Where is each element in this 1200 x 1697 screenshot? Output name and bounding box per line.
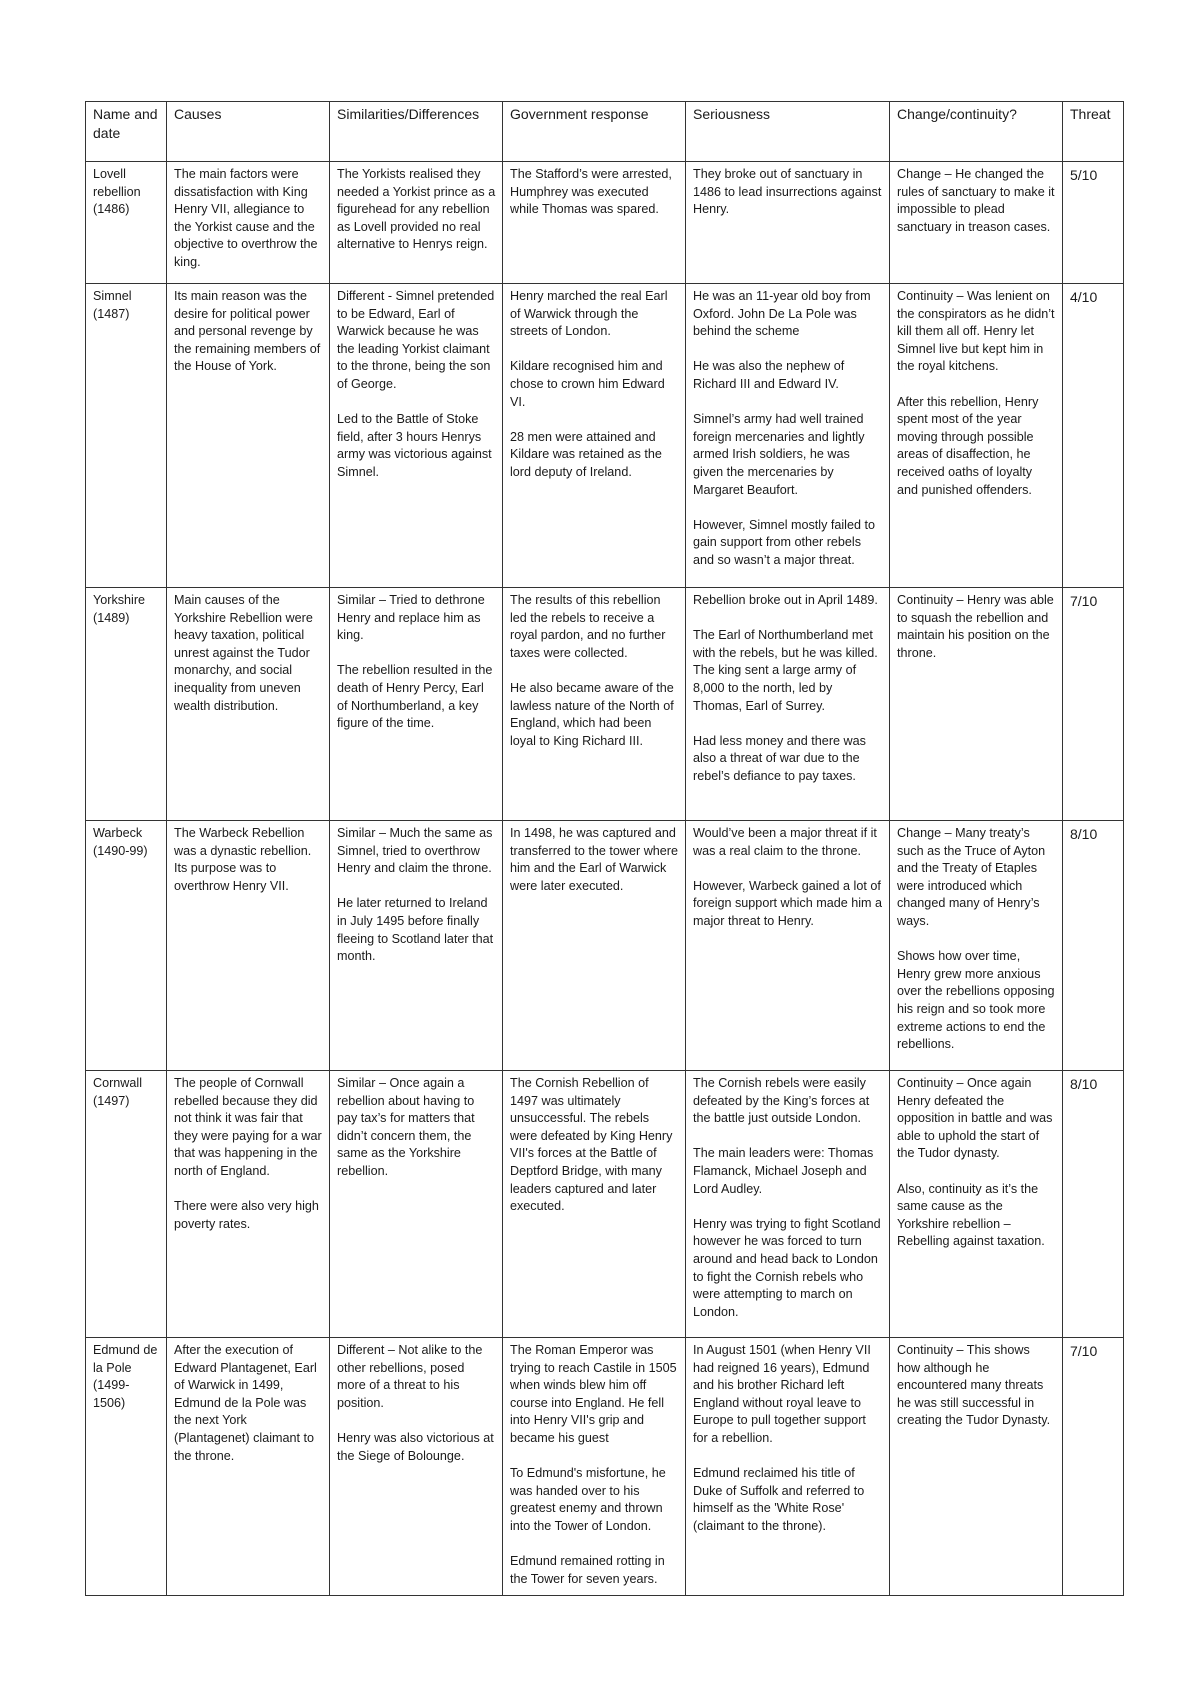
header-similarities: Similarities/Differences	[330, 102, 503, 162]
cell-paragraph: He also became aware of the lawless nature of the North of England, which had been loyal to King Richard III.	[510, 680, 674, 748]
cell-paragraph: Continuity – Henry was able to squash the rebellion and maintain his position on the throne.	[897, 593, 1054, 660]
cell-paragraph: Change – He changed the rules of sanctuary to make it impossible to plead sanctuary in treason cases.	[897, 167, 1055, 234]
cell-paragraph: To Edmund's misfortune, he was handed over to his greatest enemy and thrown into the Tower of London.	[510, 1466, 666, 1533]
table-row	[86, 284, 1124, 588]
cell-paragraph: After the execution of Edward Plantagenet, Earl of Warwick in 1499, Edmund de la Pole was the next York (Plantagenet) claimant to the throne.	[174, 1343, 317, 1463]
cell-paragraph: Continuity – Was lenient on the conspirators as he didn’t kill them all off. Henry let Simnel live but kept him in the royal kitchens.	[897, 289, 1055, 374]
cell-seriousness	[686, 284, 890, 588]
header-causes: Causes	[167, 102, 330, 162]
cell-paragraph: They broke out of sanctuary in 1486 to lead insurrections against Henry.	[693, 167, 882, 217]
cell-similarities	[330, 1071, 503, 1338]
cell-government-response	[503, 821, 686, 1071]
table-row	[86, 162, 1124, 284]
cell-paragraph: Change – Many treaty’s such as the Truce of Ayton and the Treaty of Etaples were introduced which changed many of Henry’s ways.	[897, 826, 1046, 928]
cell-name: Lovell rebellion (1486)	[86, 162, 167, 284]
cell-paragraph: There were also very high poverty rates.	[174, 1199, 319, 1231]
cell-paragraph: In August 1501 (when Henry VII had reigned 16 years), Edmund and his brother Richard left England without royal leave to Europe to pull together support for a rebellion.	[693, 1343, 871, 1445]
cell-change-continuity	[890, 1338, 1063, 1596]
cell-threat: 7/10	[1063, 588, 1124, 821]
cell-causes	[167, 284, 330, 588]
cell-threat: 5/10	[1063, 162, 1124, 284]
cell-paragraph: Henry was also victorious at the Siege of Bolounge.	[337, 1430, 494, 1463]
cell-paragraph: The Cornish Rebellion of 1497 was ultimately unsuccessful. The rebels were defeated by King Henry VII's forces at the Battle of Deptford Bridge, with many leaders captured and later executed.	[510, 1076, 673, 1214]
cell-paragraph: Would’ve been a major threat if it was a real claim to the throne.	[693, 826, 877, 858]
cell-paragraph: The Stafford’s were arrested, Humphrey was executed while Thomas was spared.	[510, 167, 672, 217]
cell-paragraph: Shows how over time, Henry grew more anxious over the rebellions opposing his reign and so took more extreme actions to end the rebellions.	[897, 949, 1055, 1052]
cell-paragraph: Edmund remained rotting in the Tower for seven years.	[510, 1554, 665, 1586]
table-row	[86, 1071, 1124, 1338]
cell-causes	[167, 162, 330, 284]
cell-paragraph: Simnel’s army had well trained foreign mercenaries and lightly armed Irish soldiers, he was given the mercenaries by Margaret Beaufort.	[693, 412, 865, 497]
cell-paragraph: Edmund reclaimed his title of Duke of Suffolk and referred to himself as the 'White Rose' (claimant to the throne).	[693, 1466, 865, 1533]
cell-seriousness	[686, 588, 890, 821]
cell-threat: 8/10	[1063, 821, 1124, 1071]
cell-government-response	[503, 284, 686, 588]
cell-paragraph: 28 men were attained and Kildare was retained as the lord deputy of Ireland.	[510, 429, 662, 479]
cell-similarities	[330, 284, 503, 588]
cell-similarities	[330, 162, 503, 284]
cell-paragraph: He was also the nephew of Richard III and Edward IV.	[693, 359, 845, 391]
cell-paragraph: The people of Cornwall rebelled because they did not think it was fair that they were paying for a war that was happening in the north of England.	[174, 1076, 322, 1178]
cell-similarities	[330, 1338, 503, 1596]
cell-name: Warbeck (1490-99)	[86, 821, 167, 1071]
cell-causes	[167, 588, 330, 821]
cell-government-response	[503, 162, 686, 284]
cell-change-continuity	[890, 162, 1063, 284]
header-name-and-date: Name and date	[86, 102, 167, 162]
cell-paragraph: Henry was trying to fight Scotland however he was forced to turn around and head back to London to fight the Cornish rebels who were attempting to march on London.	[693, 1216, 881, 1319]
cell-threat: 4/10	[1063, 284, 1124, 588]
table-row	[86, 821, 1124, 1071]
cell-paragraph: Similar – Tried to dethrone Henry and replace him as king.	[337, 593, 485, 643]
cell-seriousness	[686, 821, 890, 1071]
cell-change-continuity	[890, 284, 1063, 588]
cell-causes	[167, 1071, 330, 1338]
header-row	[86, 102, 1124, 162]
cell-paragraph: He later returned to Ireland in July 1495 before finally fleeing to Scotland later that month.	[337, 896, 494, 964]
cell-paragraph: The results of this rebellion led the rebels to receive a royal pardon, and no further taxes were collected.	[510, 593, 666, 660]
cell-name: Simnel (1487)	[86, 284, 167, 588]
cell-paragraph: The main leaders were: Thomas Flamanck, Michael Joseph and Lord Audley.	[693, 1146, 874, 1196]
cell-paragraph: The Earl of Northumberland met with the rebels, but he was killed. The king sent a large army of 8,000 to the north, led by Thomas, Earl of Surrey.	[693, 628, 878, 713]
table-row	[86, 588, 1124, 821]
cell-similarities	[330, 588, 503, 821]
cell-paragraph: Its main reason was the desire for political power and personal revenge by the remaining members of the House of York.	[174, 289, 321, 374]
cell-paragraph: Kildare recognised him and chose to crown him Edward VI.	[510, 359, 665, 409]
cell-paragraph: The Cornish rebels were easily defeated by the King’s forces at the battle just outside London.	[693, 1076, 870, 1126]
cell-paragraph: However, Warbeck gained a lot of foreign support which made him a major threat to Henry.	[693, 878, 883, 928]
cell-similarities	[330, 821, 503, 1071]
cell-paragraph: Different - Simnel pretended to be Edward, Earl of Warwick because he was the leading Yorkist claimant to the throne, being the son of George.	[337, 289, 495, 391]
cell-paragraph: The main factors were dissatisfaction with King Henry VII, allegiance to the Yorkist cause and the objective to overthrow the king.	[174, 167, 318, 269]
rebellions-table	[85, 101, 1124, 1596]
cell-paragraph: Main causes of the Yorkshire Rebellion were heavy taxation, political unrest against the Tudor monarchy, and social inequality from uneven wealth distribution.	[174, 593, 313, 713]
cell-change-continuity	[890, 588, 1063, 821]
header-change-continuity: Change/continuity?	[890, 102, 1063, 162]
cell-paragraph: Different – Not alike to the other rebellions, posed more of a threat to his position.	[337, 1343, 483, 1410]
cell-name: Edmund de la Pole (1499-1506)	[86, 1338, 167, 1596]
cell-change-continuity	[890, 821, 1063, 1071]
header-threat: Threat	[1063, 102, 1124, 162]
cell-paragraph: Continuity – Once again Henry defeated the opposition in battle and was able to uphold the start of the Tudor dynasty.	[897, 1076, 1053, 1161]
cell-government-response	[503, 588, 686, 821]
header-seriousness: Seriousness	[686, 102, 890, 162]
cell-causes	[167, 1338, 330, 1596]
header-government-response: Government response	[503, 102, 686, 162]
cell-threat: 8/10	[1063, 1071, 1124, 1338]
cell-paragraph: Also, continuity as it’s the same cause as the Yorkshire rebellion – Rebelling against taxation.	[897, 1181, 1045, 1249]
cell-paragraph: Had less money and there was also a threat of war due to the rebel’s defiance to pay taxes.	[693, 733, 866, 783]
cell-seriousness	[686, 1338, 890, 1596]
cell-government-response	[503, 1338, 686, 1596]
cell-paragraph: He was an 11-year old boy from Oxford. John De La Pole was behind the scheme	[693, 289, 871, 339]
cell-change-continuity	[890, 1071, 1063, 1338]
cell-name: Cornwall (1497)	[86, 1071, 167, 1338]
cell-paragraph: The rebellion resulted in the death of Henry Percy, Earl of Northumberland, a key figure of the time.	[337, 663, 493, 731]
table-row	[86, 1338, 1124, 1596]
cell-paragraph: Similar – Much the same as Simnel, tried to overthrow Henry and claim the throne.	[337, 826, 493, 876]
cell-causes	[167, 821, 330, 1071]
cell-paragraph: Continuity – This shows how although he encountered many threats he was still successful in creating the Tudor Dynasty.	[897, 1343, 1051, 1428]
cell-paragraph: The Roman Emperor was trying to reach Castile in 1505 when winds blew him off course into England. He fell into Henry VII's grip and became his guest	[510, 1343, 677, 1445]
cell-paragraph: The Warbeck Rebellion was a dynastic rebellion. Its purpose was to overthrow Henry VII.	[174, 826, 312, 893]
cell-paragraph: Rebellion broke out in April 1489.	[693, 593, 878, 607]
cell-paragraph: The Yorkists realised they needed a Yorkist prince as a figurehead for any rebellion as Lovell provided no real alternative to Henrys reign.	[337, 167, 496, 252]
cell-seriousness	[686, 162, 890, 284]
cell-paragraph: Henry marched the real Earl of Warwick through the streets of London.	[510, 289, 668, 339]
cell-seriousness	[686, 1071, 890, 1338]
cell-paragraph: In 1498, he was captured and transferred to the tower where him and the Earl of Warwick were later executed.	[510, 826, 678, 893]
cell-threat: 7/10	[1063, 1338, 1124, 1596]
cell-name: Yorkshire (1489)	[86, 588, 167, 821]
cell-paragraph: Led to the Battle of Stoke field, after 3 hours Henrys army was victorious against Simnel.	[337, 412, 492, 479]
cell-paragraph: Similar – Once again a rebellion about having to pay tax’s for matters that didn’t concern them, the same as the Yorkshire rebellion.	[337, 1076, 475, 1178]
cell-paragraph: However, Simnel mostly failed to gain support from other rebels and so wasn’t a major threat.	[693, 517, 875, 567]
cell-paragraph: After this rebellion, Henry spent most of the year moving through possible areas of disaffection, he received oaths of loyalty and punished offenders.	[897, 394, 1039, 497]
cell-government-response	[503, 1071, 686, 1338]
